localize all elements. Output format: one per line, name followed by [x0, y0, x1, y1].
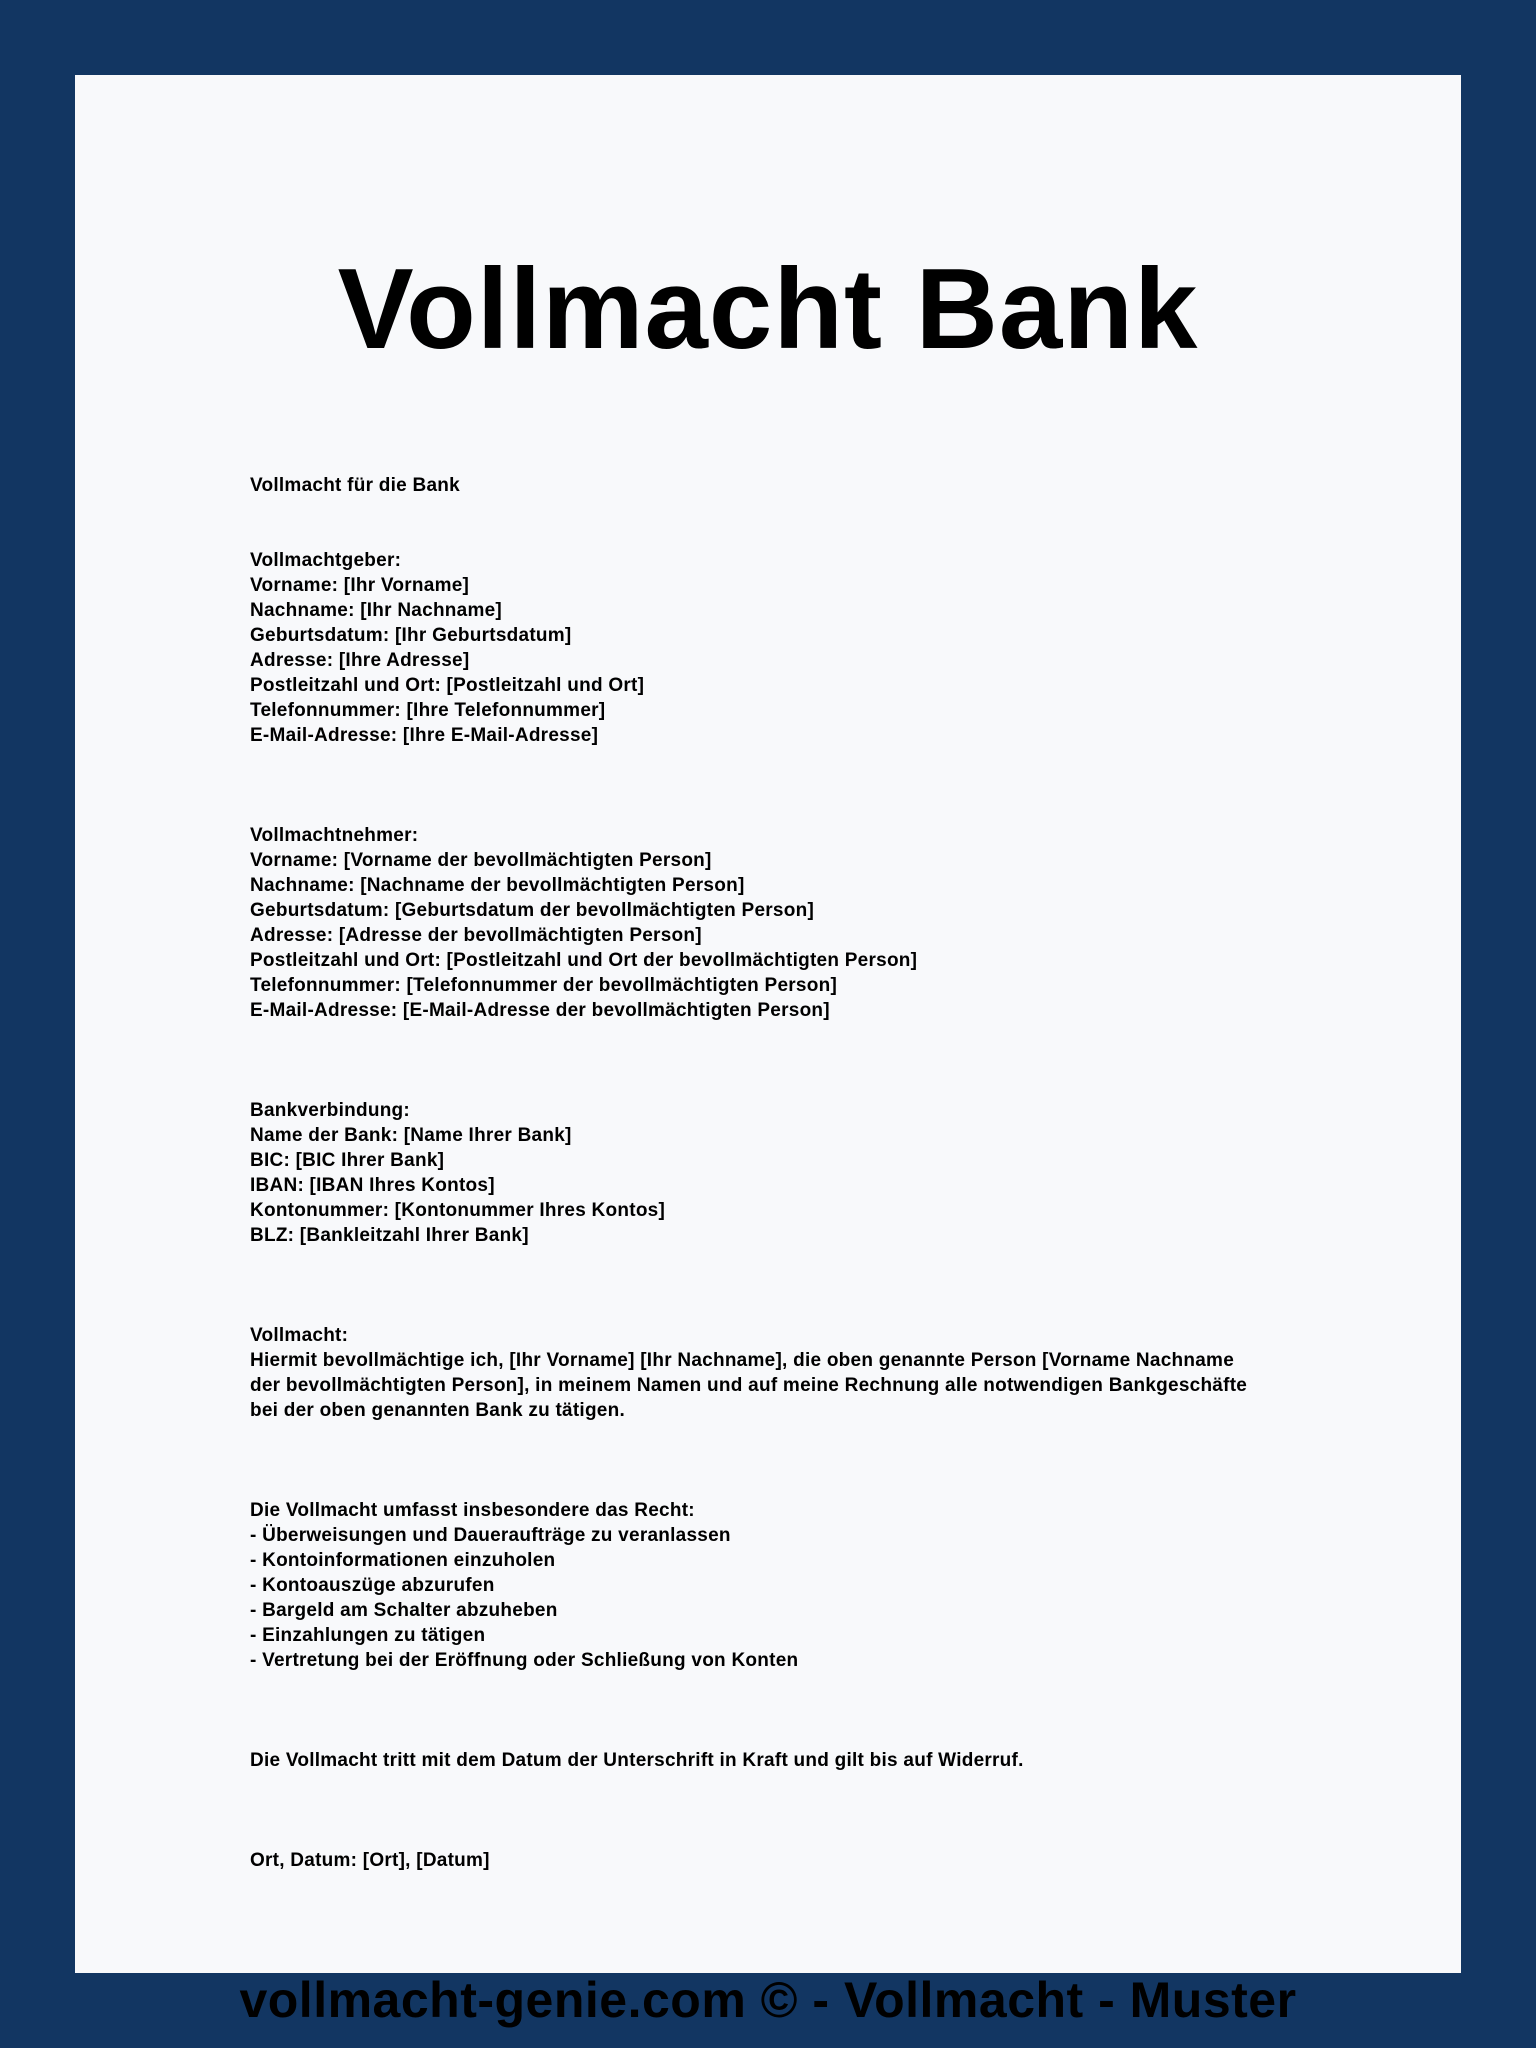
field-line: Nachname: [Nachname der bevollmächtigten Person]	[250, 875, 745, 896]
field-line: Postleitzahl und Ort: [Postleitzahl und Ort]	[250, 675, 645, 696]
paragraph-line: bei der oben genannten Bank zu tätigen.	[250, 1400, 626, 1421]
field-line: Adresse: [Adresse der bevollmächtigten Person]	[250, 925, 702, 946]
list-item: - Kontoauszüge abzurufen	[250, 1575, 495, 1596]
field-line: IBAN: [IBAN Ihres Kontos]	[250, 1175, 495, 1196]
section-heading-vollmacht: Vollmacht:	[250, 1325, 349, 1346]
list-item: - Einzahlungen zu tätigen	[250, 1625, 486, 1646]
section-vollmachtgeber	[250, 548, 1350, 748]
paragraph-line: Hiermit bevollmächtige ich, [Ihr Vorname] [Ihr Nachname], die oben genannte Person [Vorname Nachname	[250, 1350, 1235, 1371]
field-line: E-Mail-Adresse: [Ihre E-Mail-Adresse]	[250, 725, 599, 746]
validity-statement: Die Vollmacht tritt mit dem Datum der Unterschrift in Kraft und gilt bis auf Widerruf.	[250, 1750, 1024, 1771]
list-item: - Bargeld am Schalter abzuheben	[250, 1600, 558, 1621]
section-heading-bankverbindung: Bankverbindung:	[250, 1100, 410, 1121]
footer-watermark: vollmacht-genie.com © - Vollmacht - Muster	[239, 1972, 1297, 2028]
field-line: E-Mail-Adresse: [E-Mail-Adresse der bevollmächtigten Person]	[250, 1000, 830, 1021]
section-vollmacht	[250, 1323, 1350, 1423]
document-title: Vollmacht Bank	[337, 246, 1199, 373]
list-item: - Vertretung bei der Eröffnung oder Schließung von Konten	[250, 1650, 799, 1671]
place-date-line: Ort, Datum: [Ort], [Datum]	[250, 1850, 490, 1871]
field-line: Postleitzahl und Ort: [Postleitzahl und Ort der bevollmächtigten Person]	[250, 950, 918, 971]
section-umfang	[250, 1498, 1350, 1673]
section-vollmachtnehmer	[250, 823, 1350, 1023]
field-line: Telefonnummer: [Ihre Telefonnummer]	[250, 700, 606, 721]
field-line: Geburtsdatum: [Geburtsdatum der bevollmächtigten Person]	[250, 900, 815, 921]
section-bankverbindung	[250, 1098, 1350, 1248]
document-subtitle: Vollmacht für die Bank	[250, 475, 460, 496]
field-line: Name der Bank: [Name Ihrer Bank]	[250, 1125, 572, 1146]
field-line: Nachname: [Ihr Nachname]	[250, 600, 503, 621]
list-item: - Überweisungen und Daueraufträge zu veranlassen	[250, 1525, 731, 1546]
section-heading-vollmachtnehmer: Vollmachtnehmer:	[250, 825, 419, 846]
field-line: Vorname: [Vorname der bevollmächtigten Person]	[250, 850, 712, 871]
field-line: Geburtsdatum: [Ihr Geburtsdatum]	[250, 625, 572, 646]
field-line: BLZ: [Bankleitzahl Ihrer Bank]	[250, 1225, 529, 1246]
document-page	[75, 75, 1461, 2028]
section-heading-vollmachtgeber: Vollmachtgeber:	[250, 550, 402, 571]
field-line: BIC: [BIC Ihrer Bank]	[250, 1150, 445, 1171]
list-item: - Kontoinformationen einzuholen	[250, 1550, 556, 1571]
paragraph-line: der bevollmächtigten Person], in meinem Namen und auf meine Rechnung alle notwendigen Bankgeschäfte	[250, 1375, 1248, 1396]
field-line: Adresse: [Ihre Adresse]	[250, 650, 470, 671]
field-line: Vorname: [Ihr Vorname]	[250, 575, 470, 596]
section-heading-umfang: Die Vollmacht umfasst insbesondere das Recht:	[250, 1500, 695, 1521]
document-body	[250, 473, 1350, 1873]
field-line: Telefonnummer: [Telefonnummer der bevollmächtigten Person]	[250, 975, 838, 996]
field-line: Kontonummer: [Kontonummer Ihres Kontos]	[250, 1200, 666, 1221]
